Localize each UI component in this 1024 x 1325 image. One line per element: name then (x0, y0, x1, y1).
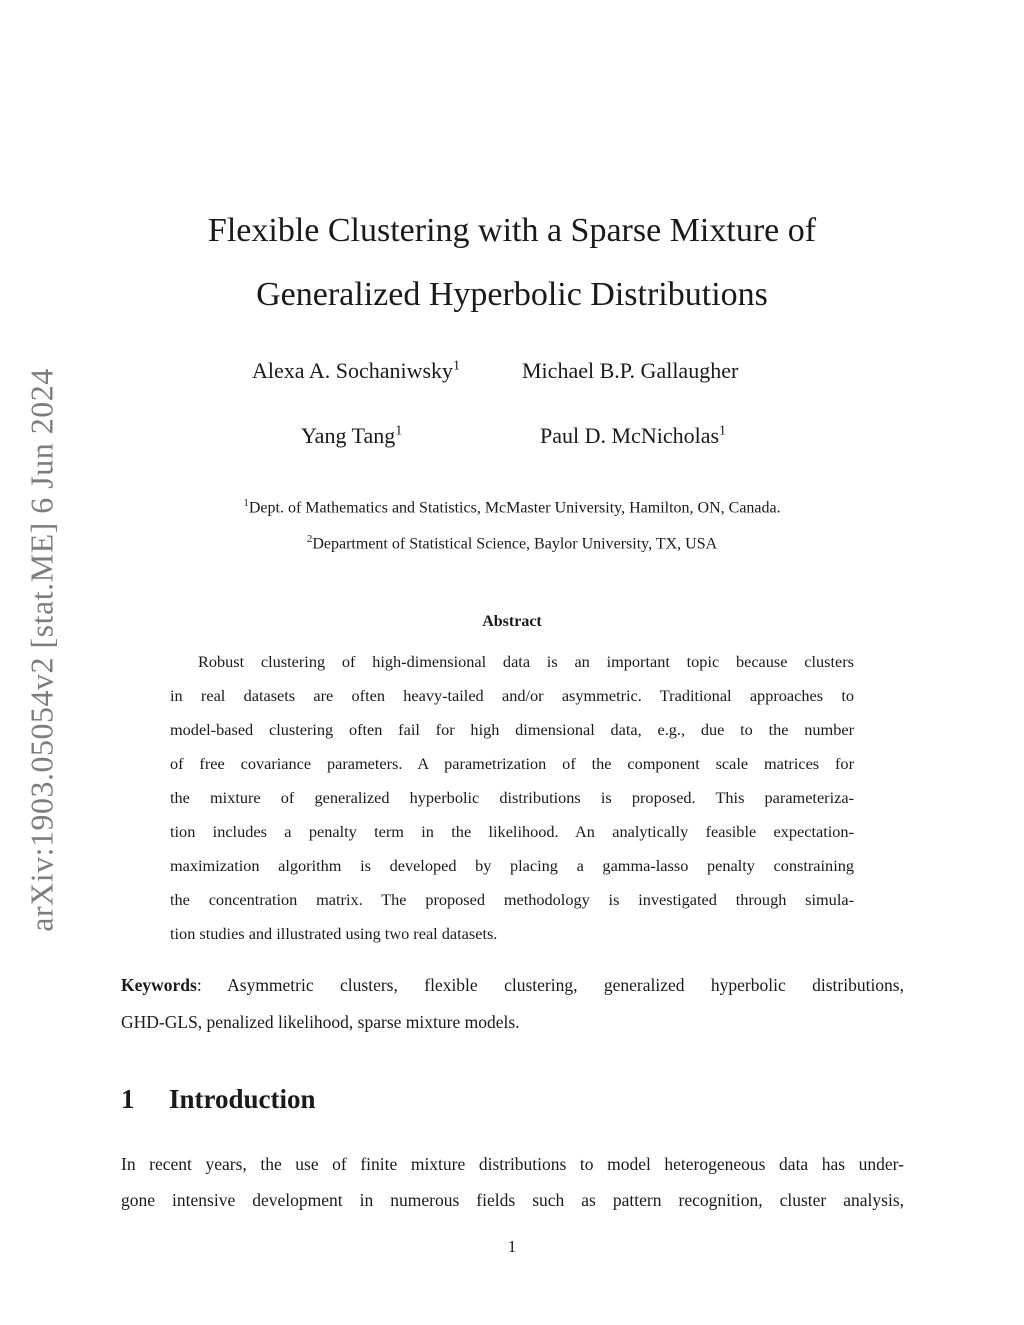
author-affil-mark: 1 (453, 358, 461, 374)
abstract-line: model-based clustering often fail for high dimensional data, e.g., due to the number (170, 720, 854, 739)
author-4 (540, 423, 726, 449)
keywords-line-2: GHD-GLS, penalized likelihood, sparse mixture models. (121, 1012, 520, 1032)
abstract-line: tion includes a penalty term in the likelihood. An analytically feasible expectation- (170, 822, 854, 841)
abstract-line: the concentration matrix. The proposed methodology is investigated through simula- (170, 890, 854, 909)
author-name: Paul D. McNicholas (540, 423, 720, 448)
abstract-body (170, 645, 854, 951)
affiliation-2 (0, 533, 1024, 553)
abstract-line: Robust clustering of high-dimensional data is an important topic because clusters (198, 652, 854, 671)
author-3 (301, 423, 402, 449)
section-title: Introduction (169, 1084, 316, 1114)
author-name: Alexa A. Sochaniwsky (252, 358, 454, 383)
author-1 (252, 358, 460, 384)
section-number: 1 (121, 1084, 135, 1114)
body-line: In recent years, the use of finite mixture distributions to model heterogeneous data has under- (121, 1154, 904, 1174)
section-heading (121, 1084, 316, 1115)
affiliation-mark: 2 (306, 533, 313, 545)
keywords-text: : Asymmetric clusters, flexible clustering, generalized hyperbolic distributions, (196, 975, 904, 995)
author-2 (522, 358, 738, 384)
keywords-line-1 (121, 967, 904, 1004)
author-name: Yang Tang (301, 423, 396, 448)
paper-title-line-1: Flexible Clustering with a Sparse Mixture of (207, 212, 817, 249)
keywords-block (121, 967, 904, 1041)
affiliation-mark: 1 (243, 497, 249, 509)
author-affil-mark: 1 (395, 423, 403, 439)
abstract-line: in real datasets are often heavy-tailed and/or asymmetric. Traditional approaches to (170, 686, 854, 705)
affiliation-text: Department of Statistical Science, Baylor University, TX, USA (312, 535, 718, 553)
abstract-heading: Abstract (482, 613, 542, 630)
abstract-line: maximization algorithm is developed by placing a gamma-lasso penalty constraining (170, 856, 854, 875)
body-line: gone intensive development in numerous fields such as pattern recognition, cluster analysis, (121, 1190, 904, 1210)
author-affil-mark: 1 (719, 423, 727, 439)
abstract-line: the mixture of generalized hyperbolic distributions is proposed. This parameteriza- (170, 788, 854, 807)
section-body (121, 1146, 904, 1218)
affiliation-text: Dept. of Mathematics and Statistics, McMaster University, Hamilton, ON, Canada. (248, 499, 781, 517)
arxiv-identifier: arXiv:1903.05054v2 [stat.ME] 6 Jun 2024 (23, 368, 60, 932)
keywords-label: Keywords (121, 975, 197, 995)
author-name: Michael B.P. Gallaugher (522, 358, 739, 383)
page-number: 1 (507, 1237, 517, 1256)
abstract-line: of free covariance parameters. A parametrization of the component scale matrices for (170, 754, 854, 773)
abstract-line: tion studies and illustrated using two real datasets. (170, 924, 498, 943)
affiliation-1 (0, 497, 1024, 517)
paper-title-line-2: Generalized Hyperbolic Distributions (256, 276, 768, 313)
